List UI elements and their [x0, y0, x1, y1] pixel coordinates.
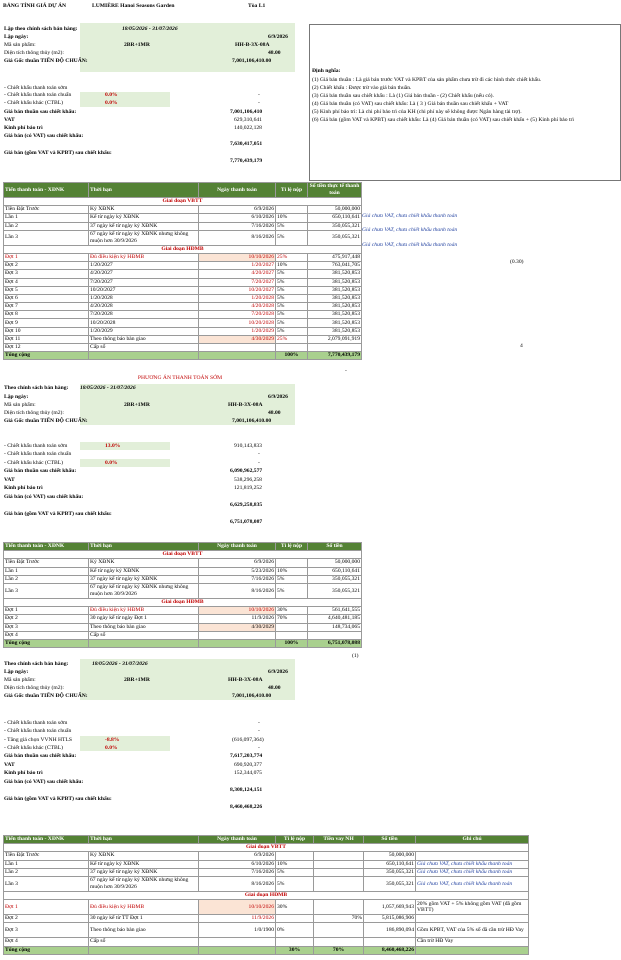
date-label: Lập ngày: — [4, 669, 29, 675]
table-row: Đợt 10 1/20/2029 1/20/2029 5% 381,520,853 — [5, 327, 360, 334]
date-label: Lập ngày: — [4, 394, 29, 400]
discount-standard-pct: 0.0% — [105, 92, 118, 98]
net-price-value: 6,090,962,577 — [230, 468, 263, 474]
total-row: Tổng cộng 100% 6,751,078,088 — [5, 639, 360, 646]
phase-row: Giai đoạn VBTT — [4, 844, 529, 852]
discount-other-pct: 0.0% — [105, 460, 118, 466]
discount-highlight — [80, 459, 170, 467]
discount-standard-label: - Chiết khấu thanh toán chuẩn — [4, 728, 72, 734]
table-row: Đợt 12 Cấp sổ — [4, 344, 362, 352]
table-row: Đợt 2 30 ngày kể từ TT Đợt 1 11/9/2026 70% 5,815,086,906 — [4, 915, 529, 923]
tower-name: Tòa L1 — [248, 3, 266, 9]
vat-label: VAT — [4, 477, 15, 483]
area-value: 48.00 — [268, 685, 281, 691]
table-row: Tiền Đặt Trước Ký XĐNK 6/9/2026 50,000,000 — [5, 206, 360, 213]
date-value: 6/9/2026 — [268, 394, 288, 400]
table-row: Đợt 3 Theo thông báo bàn giao 4/30/2029 148,734,065 — [5, 623, 360, 630]
base-price-label: Giá Gốc thuần TIẾN ĐỘ CHUẨN: — [4, 58, 88, 64]
price-total-label: Giá bán (gồm VAT và KPBT) sau chiết khấu: — [4, 796, 112, 802]
product-code: HH-B-3X-08A — [228, 402, 263, 408]
date-label: Lập ngày: — [4, 34, 29, 40]
discount-other-label: - Chiết khấu khác (CTBL) — [4, 460, 64, 466]
table-row: Đợt 7 4/20/2028 4/20/2028 5% 381,520,853 — [5, 303, 360, 310]
phase-row: Giai đoạn HĐMB — [4, 891, 529, 899]
table-row: Lần 1 Kể từ ngày ký XĐNK 5/23/2026 10% 650,110,641 — [5, 567, 360, 574]
price-vat-value: 6,629,258,835 — [230, 502, 263, 508]
table-row: Đợt 3 4/20/2027 4/20/2027 5% 381,520,853 — [5, 270, 360, 277]
phase-row: Giai đoạn VBTT — [4, 198, 362, 206]
table-row: Tiền Đặt Trước Ký XĐNK 6/9/2026 50,000,000 — [5, 559, 360, 566]
table-row: Đợt 4 7/20/2027 7/20/2027 5% 381,520,853 — [5, 278, 360, 285]
discount-early-value: 910,143,833 — [234, 443, 262, 449]
net-price-value: 7,617,203,774 — [230, 753, 263, 759]
table-row: Lần 2 37 ngày kể từ ngày ký XĐNK 7/16/2026 5% 350,055,321 — [5, 575, 360, 582]
price-vat-label: Giá bán (có VAT) sau chiết khấu: — [4, 133, 84, 139]
discount-standard-value: - — [258, 451, 260, 457]
policy-label: Theo chính sách bán hàng: — [4, 661, 69, 667]
product-label: Mã sản phẩm: — [4, 42, 36, 48]
vat-value: 690,920,377 — [234, 762, 262, 768]
base-price-value: 7,001,106,410.00 — [232, 58, 272, 64]
table-header: Tiến thanh toán - XĐNK Thời hạn Ngày thanh toán Tỉ lệ nộp Số tiền thực tế thanh toán — [4, 183, 362, 198]
vat-label: VAT — [4, 117, 15, 123]
policy-label: Theo chính sách bán hàng: — [4, 385, 69, 391]
definition-line: (4) Giá bán thuần (có VAT) sau chiết khấu: Là ( 3 ) Giá bán thuần sau chiết khấu + VAT — [312, 101, 509, 107]
price-increase-pct: -8.8% — [105, 737, 120, 743]
table-row: Lần 3 67 ngày kể từ ngày ký XĐNK nhưng không muộn hơn 30/9/2026 8/16/2026 5% 350,055,321 — [5, 584, 360, 597]
discount-standard-value: - — [258, 92, 260, 98]
table-header: Tiến thanh toán - XĐNK Thời hạn Ngày thanh toán Tỉ lệ nộp Tiền vay NH Số tiền Ghi chú — [4, 836, 529, 844]
price-vat-value: 7,630,417,051 — [230, 141, 263, 147]
discount-other-pct: 0.0% — [105, 100, 118, 106]
table-row: Lần 2 37 ngày kể từ ngày ký XĐNK 7/16/2026 5% 350,055,321 — [5, 222, 360, 229]
area-label: Diện tích thông thủy (m2): — [4, 50, 64, 56]
table-row: Đợt 11 Theo thông báo bàn giao 4/30/2029 25% 2,079,091,919 — [5, 335, 360, 342]
net-price-label: Giá bán thuần sau chiết khấu: — [4, 109, 77, 115]
discount-other-label: - Chiết khấu khác (CTBL) — [4, 745, 64, 751]
discount-other-value: - — [258, 460, 260, 466]
maintenance-value: 152,344,075 — [234, 770, 262, 776]
payment-schedule-loan — [3, 835, 529, 955]
discount-standard-label: - Chiết khấu thanh toán chuẩn — [4, 92, 72, 98]
vat-value: 629,310,641 — [234, 117, 262, 123]
table-row: Đợt 4 Cấp sổ Cần trừ HĐ Vay — [4, 938, 529, 946]
table-row: Đợt 4 Cấp sổ — [4, 631, 362, 639]
date-value: 6/9/2026 — [268, 669, 288, 675]
discount-early-value: - — [258, 720, 260, 726]
table-row: Lần 2 37 ngày kể từ ngày ký XĐNK 7/16/2026 5% 350,055,321 Giá chưa VAT, chưa chiết khấu thanh toán — [4, 868, 529, 876]
total-row: Tổng cộng 100% 7,770,439,179 — [5, 352, 360, 359]
maintenance-label: Kinh phí bảo trì — [4, 770, 43, 776]
price-total-label: Giá bán (gồm VAT và KPBT) sau chiết khấu: — [4, 511, 112, 517]
area-value: 48.00 — [268, 410, 281, 416]
vat-value: 538,296,258 — [234, 477, 262, 483]
discount-early-label: - Chiết khấu thanh toán sớm — [4, 85, 68, 91]
discount-standard-value: - — [258, 728, 260, 734]
base-price-label: Giá Gốc thuần TIẾN ĐỘ CHUẨN: — [4, 693, 88, 699]
product-code: HH-B-3X-08A — [228, 677, 263, 683]
side-value: 4 — [520, 343, 523, 349]
table-row: Đợt 5 10/20/2027 10/20/2027 5% 381,520,853 — [5, 286, 360, 293]
discount-early-label: - Chiết khấu thanh toán sớm — [4, 443, 68, 449]
project-name: LUMIÈRE Hanoi Seasons Garden — [92, 3, 175, 9]
product-type: 2BR+1MR — [124, 402, 150, 408]
product-type: 2BR+1MR — [124, 42, 150, 48]
discount-early-pct: 13.0% — [105, 443, 121, 449]
maintenance-value: 140,022,128 — [234, 125, 262, 131]
payment-schedule-standard — [3, 182, 362, 360]
area-value: 48.00 — [268, 50, 281, 56]
table-row: Lần 3 67 ngày kể từ ngày ký XĐNK nhưng không muộn hơn 30/9/2026 8/16/2026 5% 350,055,321 Giá chưa VAT, chưa chiết khấu thanh toán — [4, 876, 529, 891]
table-row: Đợt 1 Đủ điều kiện ký HĐMB 10/10/2026 30% 1,057,669,943 20% gồm VAT + 5% không gồm VAT (đã gồm VBTT) — [4, 900, 529, 915]
definition-line: (6) Giá bán (gồm VAT và KPBT) sau chiết khấu: Là (4) Giá bán thuần (có VAT) sau chiết khấu + (5) Kinh phí bảo trì — [312, 117, 574, 123]
table-header: Tiến thanh toán - XĐNK Thời hạn Ngày thanh toán Tỉ lệ nộp Số tiền — [4, 543, 362, 551]
policy-dates: 18/05/2026 - 31/07/2026 — [92, 661, 148, 667]
table-row: Tiền Đặt Trước Ký XĐNK 6/9/2026 50,000,000 — [4, 852, 529, 860]
section-heading: PHƯƠNG ÁN THANH TOÁN SỚM — [137, 375, 223, 381]
definitions-title: Định nghĩa: — [312, 68, 341, 74]
area-label: Diện tích thông thủy (m2): — [4, 685, 64, 691]
table-row: Đợt 1 Đủ điều kiện ký HĐMB 10/10/2026 30% 561,641,555 — [5, 607, 360, 614]
policy-label: Lập theo chính sách bán hàng: — [4, 26, 78, 32]
discount-other-label: - Chiết khấu khác (CTBL) — [4, 100, 64, 106]
discount-highlight — [80, 92, 170, 107]
definition-line: (1) Giá bán thuần : Là giá bán trước VAT và KPBT của sản phẩm chưa trừ đi các hình thức chiết khấu. — [312, 77, 542, 83]
table-row: Lần 1 Kể từ ngày ký XĐNK 6/10/2026 10% 650,110,641 Giá chưa VAT, chưa chiết khấu thanh toán — [4, 860, 529, 868]
table-row: Đợt 2 1/20/2027 1/20/2027 10% 763,041,705 — [5, 262, 360, 269]
price-increase-value: (616,097,364) — [232, 737, 264, 743]
base-price-label: Giá Gốc thuần TIẾN ĐỘ CHUẨN: — [4, 418, 88, 424]
maintenance-label: Kinh phí bảo trì — [4, 485, 43, 491]
row-note: Giá chưa VAT, chưa chiết khấu thanh toán — [362, 242, 458, 248]
product-type: 2BR+1MR — [124, 677, 150, 683]
price-increase-label: - Tăng giá chọn VVNH HTLS — [4, 737, 72, 743]
net-price-label: Giá bán thuần sau chiết khấu: — [4, 753, 77, 759]
price-vat-label: Giá bán (có VAT) sau chiết khấu: — [4, 779, 84, 785]
price-total-value: 7,770,439,179 — [230, 158, 263, 164]
table-row: Đợt 2 30 ngày kể từ ngày Đợt 1 11/9/2026 70% 4,640,481,185 — [5, 615, 360, 622]
base-price-value: 7,001,106,410.00 — [232, 418, 272, 424]
maintenance-value: 121,819,252 — [234, 485, 262, 491]
phase-row: Giai đoạn VBTT — [4, 551, 362, 559]
price-total-value: 8,460,468,226 — [230, 804, 263, 810]
table-row: Lần 3 67 ngày kể từ ngày ký XĐNK nhưng không muộn hơn 30/9/2026 8/16/2026 5% 350,055,321 — [5, 231, 360, 244]
payment-schedule-early — [3, 542, 362, 648]
price-total-label: Giá bán (gồm VAT và KPBT) sau chiết khấu: — [4, 150, 112, 156]
area-label: Diện tích thông thủy (m2): — [4, 410, 64, 416]
product-label: Mã sản phẩm: — [4, 677, 36, 683]
price-total-value: 6,751,078,087 — [230, 519, 263, 525]
table-row: Đợt 3 Theo thông báo bàn giao 1/0/1900 0% 186,890,094 Gồm KPBT, VAT của 5% số đã cần trừ HĐ Vay — [4, 923, 529, 938]
price-vat-label: Giá bán (có VAT) sau chiết khấu: — [4, 494, 84, 500]
product-code: HH-B-3X-08A — [235, 42, 270, 48]
table-row: Đợt 8 7/20/2028 7/20/2028 5% 381,520,853 — [5, 311, 360, 318]
discount-highlight — [80, 442, 170, 450]
definition-line: (2) Chiết khấu : Được trừ vào giá bán thuần. — [312, 85, 412, 91]
discount-other-value: - — [258, 745, 260, 751]
product-label: Mã sản phẩm: — [4, 402, 36, 408]
discount-other-value: - — [258, 100, 260, 106]
discount-early-label: - Chiết khấu thanh toán sớm — [4, 720, 68, 726]
policy-dates: 18/05/2026 - 31/07/2026 — [80, 385, 136, 391]
side-value: (0.30) — [510, 259, 524, 265]
policy-dates: 18/05/2026 - 31/07/2026 — [122, 26, 178, 32]
discount-other-pct: 0.0% — [105, 745, 118, 751]
definition-line: (5) Kinh phí bảo trì: Là chi phí bảo trì của KH (chi phí này sẽ không được Ngân hàng tài trợ). — [312, 109, 522, 115]
row-note: Giá chưa VAT, chưa chiết khấu thanh toán — [362, 213, 458, 219]
table-row: Đợt 6 1/20/2028 1/20/2028 5% 381,520,853 — [5, 294, 360, 301]
net-price-value: 7,001,106,410 — [230, 109, 263, 115]
table-note: (1) — [352, 653, 359, 659]
page-title: BẢNG TÍNH GIÁ DỰ ÁN — [3, 3, 67, 9]
dash-mark: - — [345, 368, 347, 374]
net-price-label: Giá bán thuần sau chiết khấu: — [4, 468, 77, 474]
vat-label: VAT — [4, 762, 15, 768]
definition-line: (3) Giá bán thuần sau chiết khấu : Là (1) Giá bán thuần - (2) Chiết khấu (nếu có). — [312, 93, 494, 99]
total-row: Tổng cộng 30% 70% 8,460,468,226 — [4, 946, 529, 954]
maintenance-label: Kinh phí bảo trì — [4, 125, 43, 131]
table-row: Lần 1 Kể từ ngày ký XĐNK 6/10/2026 10% 650,110,641 — [5, 214, 360, 221]
date-value: 6/9/2026 — [268, 34, 288, 40]
base-price-value: 7,001,106,410.00 — [232, 693, 272, 699]
phase-row: Giai đoạn HĐMB — [4, 245, 362, 253]
discount-highlight — [80, 736, 170, 751]
table-row: Đợt 9 10/20/2028 10/20/2028 5% 381,520,853 — [5, 319, 360, 326]
phase-row: Giai đoạn HĐMB — [4, 598, 362, 606]
table-row: Đợt 1 Đủ điều kiện ký HĐMB 10/10/2026 25% 475,917,448 — [5, 254, 360, 261]
discount-standard-label: - Chiết khấu thanh toán chuẩn — [4, 451, 72, 457]
row-note: Giá chưa VAT, chưa chiết khấu thanh toán — [362, 227, 458, 233]
price-vat-value: 8,308,124,151 — [230, 787, 263, 793]
